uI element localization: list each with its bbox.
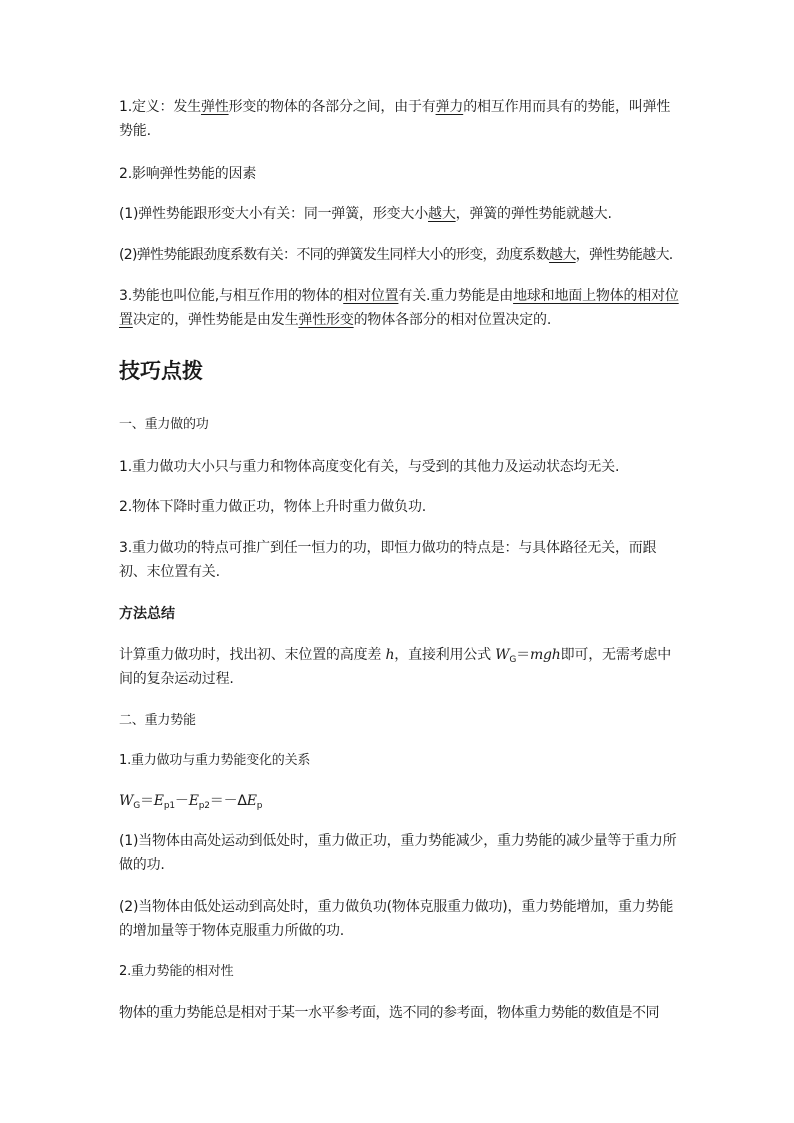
underline-term: 地球和地面上物体的相对位置 — [119, 288, 679, 328]
section-2-title: 二、重力势能 — [119, 713, 196, 728]
elastic-definition: 1.定义：发生弹性形变的物体的各部分之间，由于有弹力的相互作用而具有的势能，叫弹性势能. — [119, 99, 671, 139]
underline-term: 弹力 — [435, 99, 464, 115]
underline-term: 越大 — [549, 247, 576, 263]
factor-2: (2)弹性势能跟劲度系数有关：不同的弹簧发生同样大小的形变，劲度系数越大，弹性势能越大. — [119, 247, 673, 263]
underline-term: 弹性形变 — [298, 312, 354, 328]
method-summary-text: 计算重力做功时，找出初、末位置的高度差 h，直接利用公式 $W_G=mgh$即可，无需考虑中间的复杂运动过程. — [119, 647, 672, 687]
gravity-work-point-3: 3.重力做功的特点可推广到任一恒力的功，即恒力做功的特点是：与具体路径无关，而跟初、末位置有关. — [119, 540, 657, 580]
factor-1: (1)弹性势能跟形变大小有关：同一弹簧，形变大小越大，弹簧的弹性势能就越大. — [119, 206, 612, 222]
method-summary-title: 方法总结 — [119, 606, 175, 622]
skills-heading: 技巧点拨 — [119, 359, 203, 383]
relation-item-2: (2)当物体由低处运动到高处时，重力做负功(物体克服重力做功)，重力势能增加，重力势能的增加量等于物体克服重力所做的功. — [119, 899, 674, 939]
section-1-title: 一、重力做的功 — [119, 417, 209, 432]
underline-term: 越大 — [428, 206, 456, 222]
work-energy-relation-title: 1.重力做功与重力势能变化的关系 — [119, 753, 311, 768]
work-energy-formula: $W_G=E_{p1}-E_{p2}=-\Delta E_p$ — [119, 793, 263, 811]
gravity-work-point-2: 2.物体下降时重力做正功，物体上升时重力做负功. — [119, 499, 427, 515]
potential-position: 3.势能也叫位能,与相互作用的物体的相对位置有关.重力势能是由地球和地面上物体的相对位置决定的，弹性势能是由发生弹性形变的物体各部分的相对位置决定的. — [119, 288, 679, 328]
gravity-work-point-1: 1.重力做功大小只与重力和物体高度变化有关，与受到的其他力及运动状态均无关. — [119, 459, 620, 475]
relativity-text: 物体的重力势能总是相对于某一水平参考面，选不同的参考面，物体重力势能的数值是不同 — [119, 1005, 659, 1021]
relativity-title: 2.重力势能的相对性 — [119, 964, 234, 979]
factors-title: 2.影响弹性势能的因素 — [119, 166, 257, 182]
relation-item-1: (1)当物体由高处运动到低处时，重力做正功，重力势能减少，重力势能的减少量等于重力所做的功. — [119, 833, 677, 873]
underline-term: 弹性 — [200, 99, 229, 115]
underline-term: 相对位置 — [343, 288, 399, 304]
